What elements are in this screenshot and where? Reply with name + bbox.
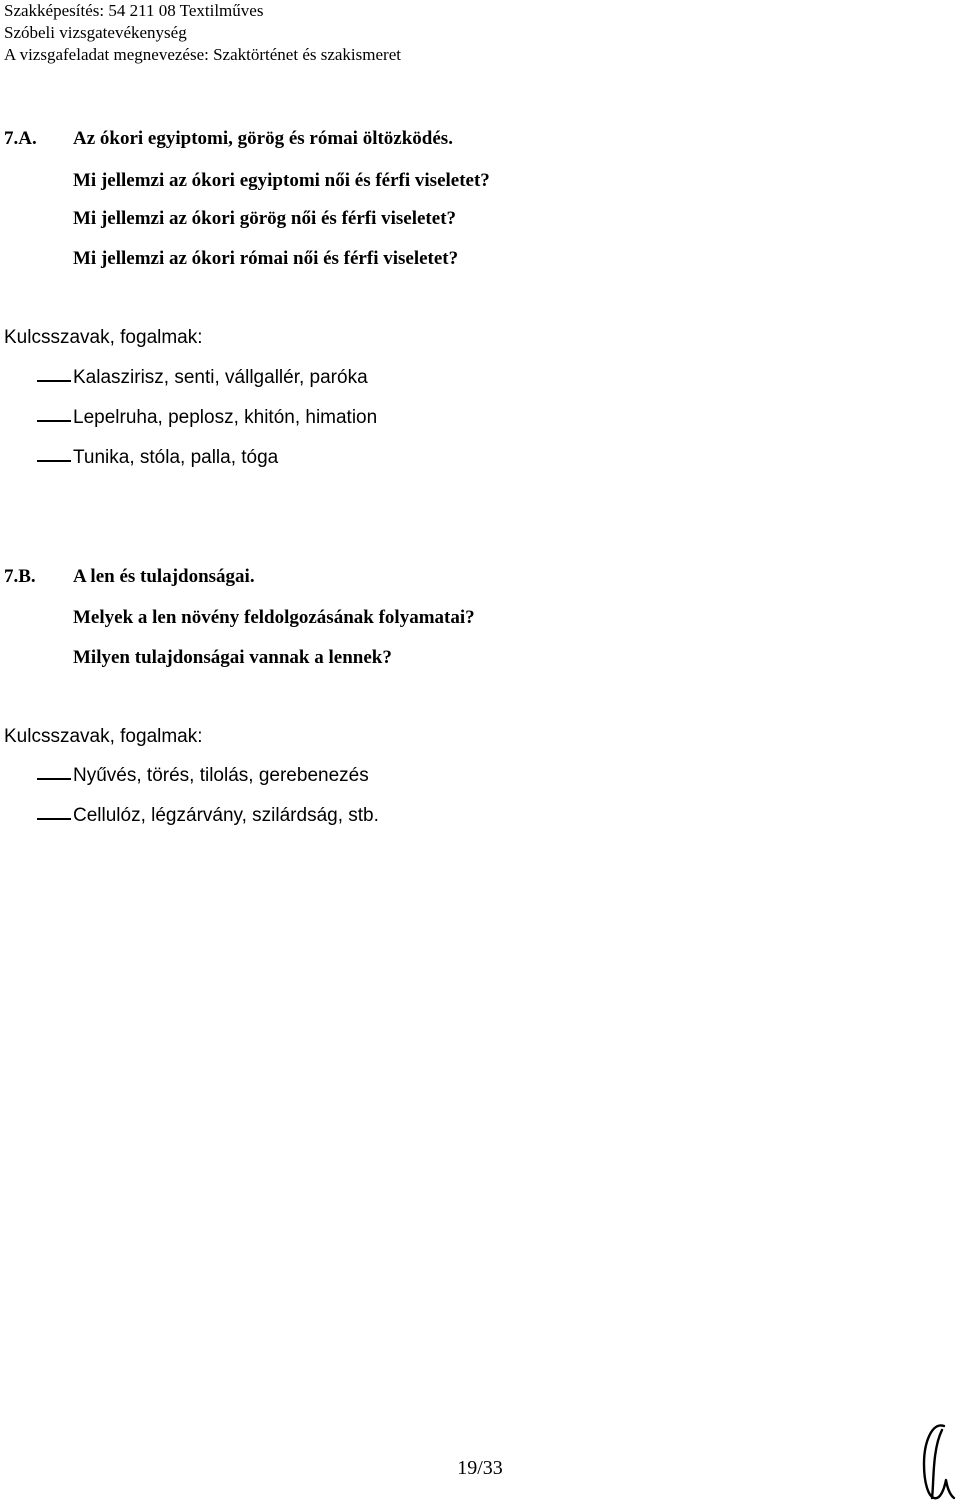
section-a-question: Mi jellemzi az ókori egyiptomi női és férfi viseletet? <box>73 170 490 191</box>
section-b-number: 7.B. <box>4 566 36 587</box>
signature-mark <box>918 1420 960 1502</box>
section-a-keywords-label: Kulcsszavak, fogalmak: <box>4 327 203 348</box>
section-b-question: Milyen tulajdonságai vannak a lennek? <box>73 647 392 668</box>
section-b-title: A len és tulajdonságai. <box>73 566 255 587</box>
section-a-title: Az ókori egyiptomi, görög és római öltözködés. <box>73 128 453 149</box>
keyword-item: Lepelruha, peplosz, khitón, himation <box>73 407 378 428</box>
bullet-dash <box>37 778 71 780</box>
section-a-number: 7.A. <box>4 128 37 149</box>
bullet-dash <box>37 380 71 382</box>
section-a-question: Mi jellemzi az ókori római női és férfi viseletet? <box>73 248 459 269</box>
section-b-question: Melyek a len növény feldolgozásának folyamatai? <box>73 607 475 628</box>
page-number: 19/33 <box>457 1457 503 1479</box>
exam-task-line: A vizsgafeladat megnevezése: Szaktörténet és szakismeret <box>4 45 401 64</box>
document-header <box>4 0 401 66</box>
section-a-question: Mi jellemzi az ókori görög női és férfi viseletet? <box>73 208 457 229</box>
keyword-item: Kalaszirisz, senti, vállgallér, paróka <box>73 367 368 388</box>
section-b-keywords-label: Kulcsszavak, fogalmak: <box>4 726 203 747</box>
qualification-line: Szakképesítés: 54 211 08 Textilműves <box>4 1 264 20</box>
bullet-dash <box>37 460 71 462</box>
keyword-item: Tunika, stóla, palla, tóga <box>73 447 279 468</box>
exam-activity-line: Szóbeli vizsgatevékenység <box>4 23 187 42</box>
bullet-dash <box>37 818 71 820</box>
keyword-item: Cellulóz, légzárvány, szilárdság, stb. <box>73 805 379 826</box>
keyword-item: Nyűvés, törés, tilolás, gerebenezés <box>73 765 369 786</box>
bullet-dash <box>37 420 71 422</box>
